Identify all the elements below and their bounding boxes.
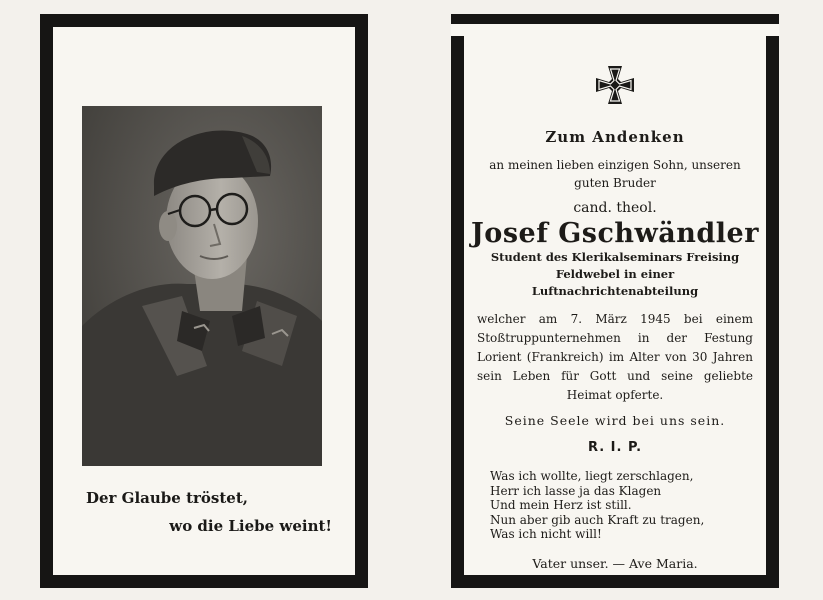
academic-title: cand. theol. [573, 200, 657, 216]
rip-text: R. I. P. [587, 440, 643, 455]
poem-line: Nun aber gib auch Kraft zu tragen, [490, 512, 705, 527]
mourning-border-bottom [40, 575, 368, 588]
role-line-1: Student des Klerikalseminars Freising [490, 250, 740, 264]
portrait-photo [82, 106, 322, 466]
mourning-border-top [451, 14, 779, 24]
left-card [40, 14, 368, 588]
dedication: an meinen lieben einzigen Sohn, unseren guten Bruder [489, 158, 741, 190]
cross-container [471, 64, 759, 110]
poem-line: Herr ich lasse ja das Klagen [490, 483, 662, 498]
closing-prayer: Vater unser. — Ave Maria. [532, 555, 698, 571]
heading: Zum Andenken [545, 128, 685, 146]
mourning-border-left [451, 36, 464, 588]
mourning-border-bottom [451, 575, 779, 588]
deceased-name: Josef Gschwändler [471, 218, 759, 249]
quote-line-2: wo die Liebe weint! [169, 517, 332, 535]
mourning-border-top [40, 14, 368, 27]
poem-line: Was ich wollte, liegt zerschlagen, [490, 469, 694, 483]
death-notice: welcher am 7. März 1945 bei einem Stoßtruppunternehmen in der Festung Lorient (Frankreich) im Alter von 30 Jahren sein Leben für Gott und seine geliebte Heimat opferte. [477, 312, 753, 402]
right-card [451, 14, 779, 588]
memorial-text [471, 64, 759, 571]
poem [490, 469, 740, 542]
mourning-border-right [766, 36, 779, 588]
soul-line: Seine Seele wird bei uns sein. [504, 413, 726, 428]
poem-line: Was ich nicht will! [490, 527, 602, 541]
portrait-illustration [82, 106, 322, 466]
consolation-quote [40, 484, 368, 540]
role-line-2: Feldwebel in einer Luftnachrichtenabteilung [531, 267, 699, 298]
poem-line: Und mein Herz ist still. [490, 498, 632, 512]
quote-line-1: Der Glaube tröstet, [86, 489, 248, 507]
iron-cross-icon [594, 64, 636, 106]
